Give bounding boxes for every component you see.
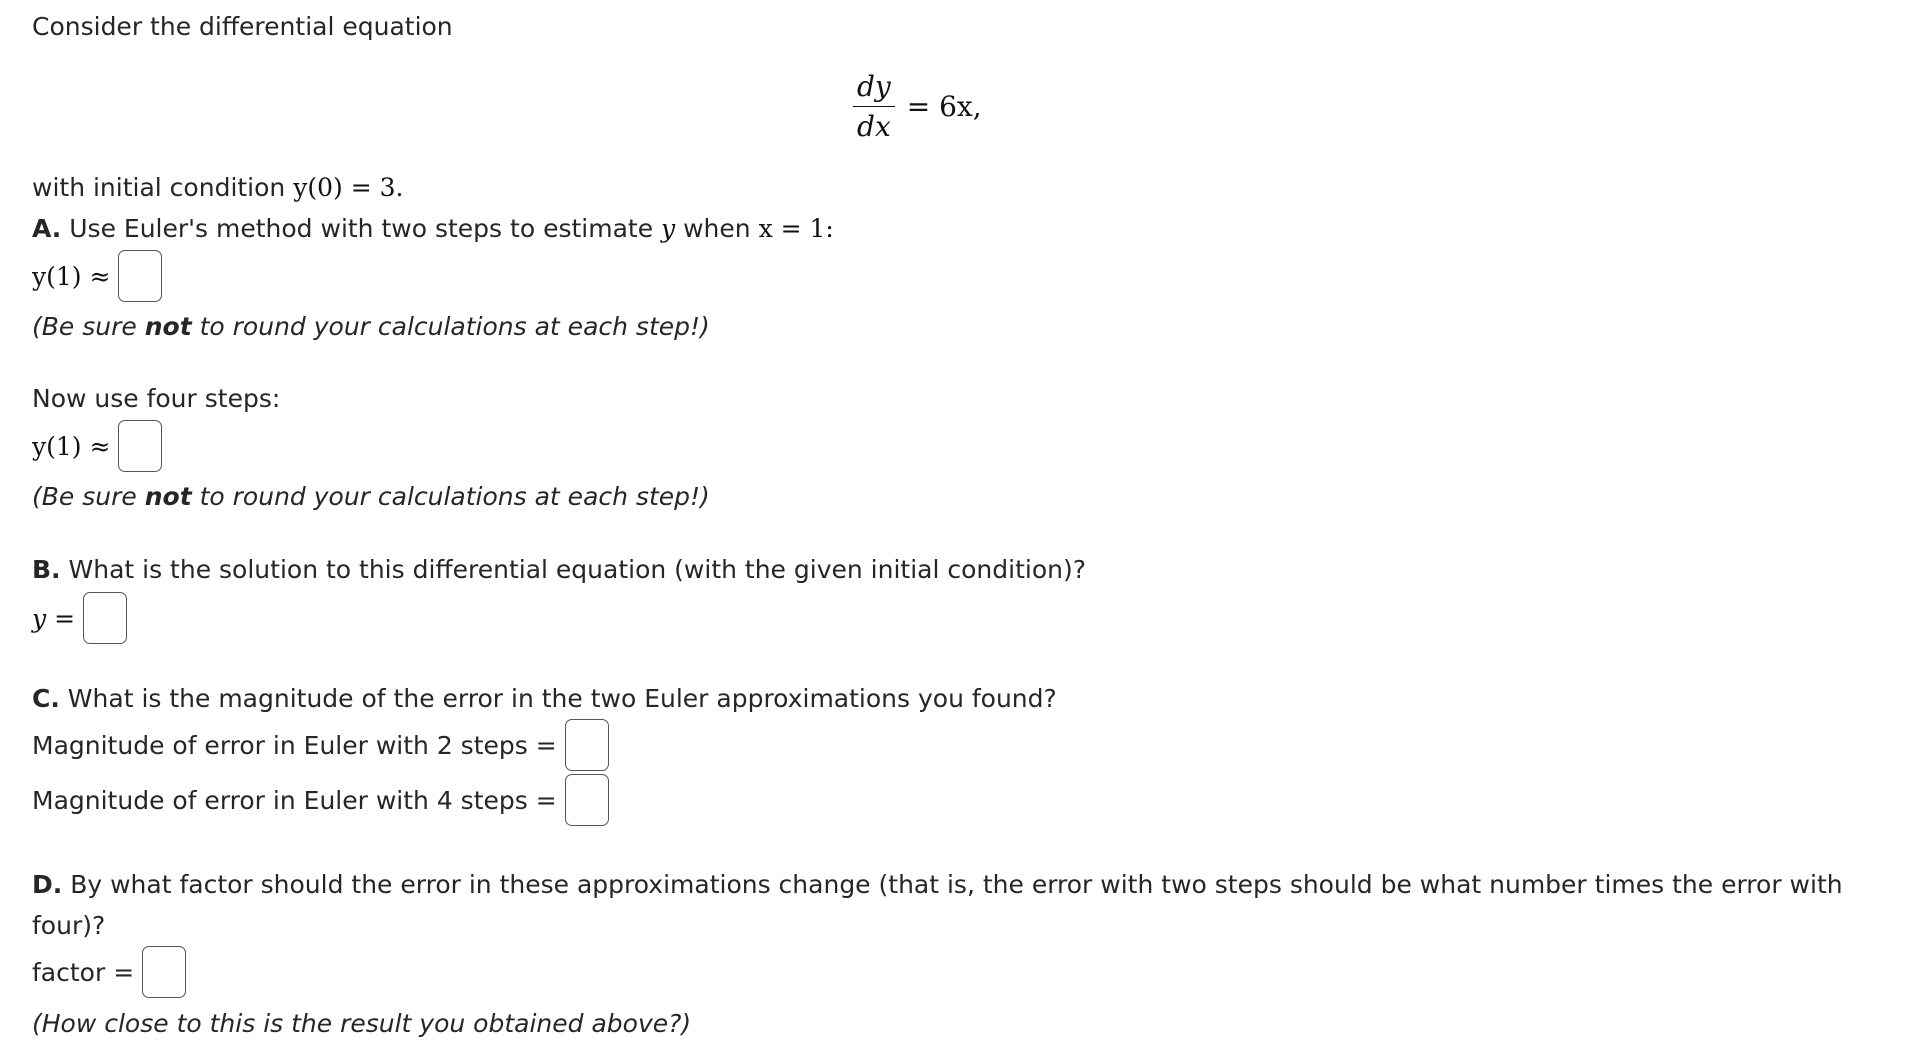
factor-label: factor =	[32, 957, 135, 987]
derivative-fraction	[853, 70, 895, 143]
solution-input[interactable]	[83, 592, 127, 644]
part-b-question	[32, 555, 1086, 585]
note-prefix: (Be sure	[32, 482, 145, 511]
initial-condition-math: y(0) = 3.	[293, 173, 404, 202]
part-c-text: What is the magnitude of the error in the two Euler approximations you found?	[59, 684, 1057, 713]
part-b-label: B.	[32, 555, 61, 584]
euler-four-steps-input[interactable]	[118, 420, 162, 472]
part-a-input2-label: y(1) ≈	[32, 431, 111, 461]
part-a-input1-label: y(1) ≈	[32, 261, 111, 291]
part-d-text-line1: By what factor should the error in these approximations change (that is, the error with two steps should be what number times the error with	[62, 870, 1843, 899]
part-a-math: x = 1:	[758, 214, 834, 243]
intro-text: Consider the differential equation	[32, 12, 453, 41]
euler-two-steps-input[interactable]	[118, 250, 162, 302]
equation-rhs: = 6x,	[906, 90, 982, 123]
error-two-steps-input[interactable]	[565, 719, 609, 771]
error-two-steps-label: Magnitude of error in Euler with 2 steps =	[32, 730, 557, 760]
note-bold: not	[144, 312, 192, 341]
note-suffix: to round your calculations at each step!)	[191, 312, 710, 341]
fraction-denominator: dx	[857, 110, 891, 143]
part-d-factor-row	[32, 946, 186, 998]
part-a-text-mid: when	[675, 214, 759, 243]
factor-input[interactable]	[142, 946, 186, 998]
part-c-row-four-steps	[32, 774, 609, 826]
part-a-two-steps-row	[32, 250, 162, 302]
error-four-steps-label: Magnitude of error in Euler with 4 steps =	[32, 785, 557, 815]
part-a-label: A.	[32, 214, 62, 243]
fraction-numerator: dy	[853, 70, 895, 107]
part-b-input-label: y =	[32, 603, 76, 633]
part-c-label: C.	[32, 684, 60, 713]
part-d-question-line2: four)?	[32, 911, 106, 940]
part-b-answer-row	[32, 592, 127, 644]
part-c-question	[32, 684, 1057, 714]
part-a-four-steps-row	[32, 420, 162, 472]
part-a-variable: y	[661, 214, 676, 243]
part-d-note: (How close to this is the result you obtained above?)	[32, 1009, 692, 1038]
initial-condition-text: with initial condition	[32, 173, 294, 202]
note-bold: not	[144, 482, 192, 511]
part-c-row-two-steps	[32, 719, 609, 771]
four-steps-text: Now use four steps:	[32, 384, 281, 413]
part-a-note-1	[32, 312, 710, 342]
part-b-text: What is the solution to this differential equation (with the given initial condition)?	[60, 555, 1086, 584]
note-prefix: (Be sure	[32, 312, 145, 341]
part-d-label: D.	[32, 870, 63, 899]
part-d-question-line1	[32, 870, 1843, 900]
part-a-note-2	[32, 482, 710, 512]
error-four-steps-input[interactable]	[565, 774, 609, 826]
initial-condition	[32, 173, 403, 203]
part-a-text-before: Use Euler's method with two steps to estimate	[61, 214, 662, 243]
part-a-question	[32, 214, 834, 244]
note-suffix: to round your calculations at each step!)	[191, 482, 710, 511]
differential-equation	[853, 70, 982, 143]
